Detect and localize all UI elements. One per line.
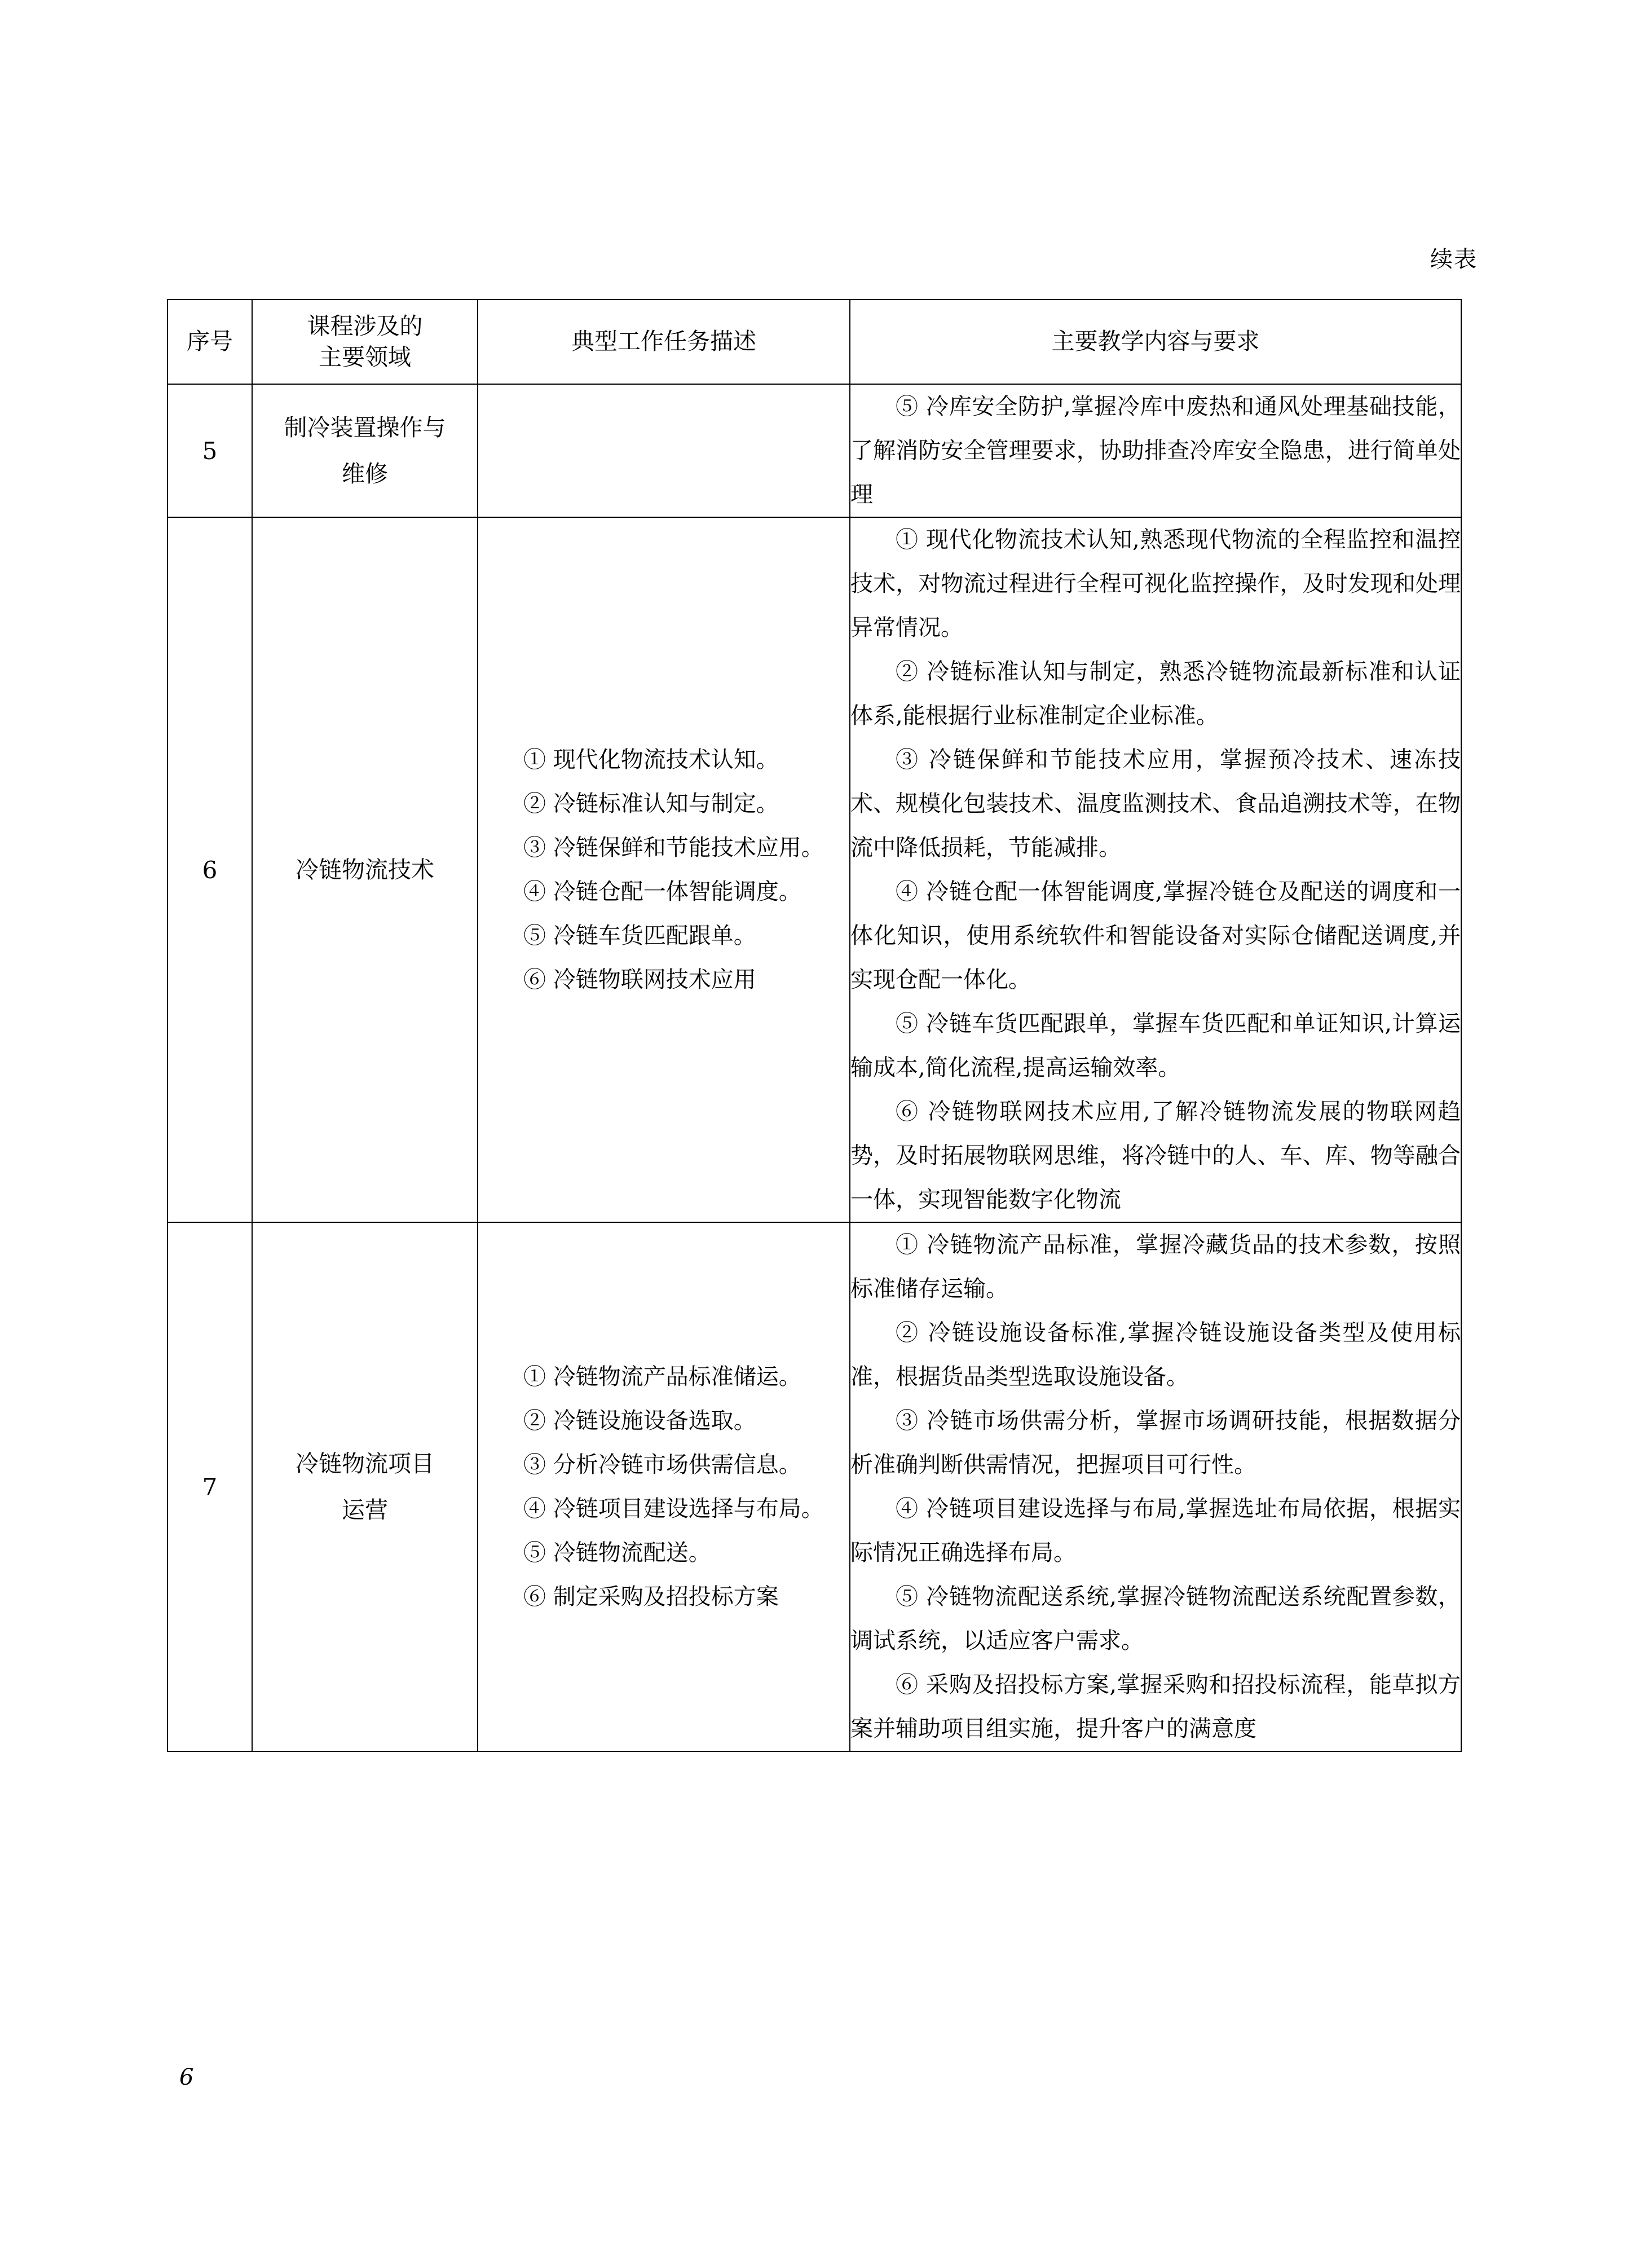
task-item: ③ 冷链保鲜和节能技术应用。 bbox=[523, 835, 824, 861]
table-row bbox=[167, 517, 1461, 1222]
curriculum-table-wrapper bbox=[167, 299, 1461, 1752]
header-cell-no: 序号 bbox=[167, 300, 252, 384]
teaching-item: ⑤ 冷链物流配送系统,掌握冷链物流配送系统配置参数，调试系统，以适应客户需求。 bbox=[850, 1584, 1461, 1654]
row-area-line1: 制冷装置操作与 bbox=[284, 414, 446, 441]
task-item: ⑤ 冷链物流配送。 bbox=[523, 1540, 711, 1566]
header-cell-task: 典型工作任务描述 bbox=[478, 300, 850, 384]
table-body bbox=[167, 384, 1461, 1751]
row-area-line2: 运营 bbox=[342, 1496, 388, 1523]
teaching-item: ⑥ 冷链物联网技术应用,了解冷链物流发展的物联网趋势，及时拓展物联网思维，将冷链中的人、车、库、物等融合一体，实现智能数字化物流 bbox=[850, 1099, 1461, 1213]
teaching-item: ④ 冷链项目建设选择与布局,掌握选址布局依据，根据实际情况正确选择布局。 bbox=[850, 1496, 1461, 1566]
row-tasks bbox=[478, 384, 850, 517]
teaching-item: ⑤ 冷链车货匹配跟单，掌握车货匹配和单证知识,计算运输成本,简化流程,提高运输效率。 bbox=[850, 1011, 1461, 1081]
table-row bbox=[167, 384, 1461, 517]
row-number: 7 bbox=[167, 1222, 252, 1751]
teaching-item: ⑥ 采购及招投标方案,掌握采购和招投标流程，能草拟方案并辅助项目组实施，提升客户的满意度 bbox=[850, 1672, 1461, 1742]
task-item: ⑤ 冷链车货匹配跟单。 bbox=[523, 923, 756, 949]
teaching-item: ③ 冷链市场供需分析，掌握市场调研技能，根据数据分析准确判断供需情况，把握项目可行性。 bbox=[850, 1408, 1461, 1478]
task-item: ② 冷链标准认知与制定。 bbox=[523, 791, 779, 817]
teaching-item: ② 冷链设施设备标准,掌握冷链设施设备类型及使用标准，根据货品类型选取设施设备。 bbox=[850, 1320, 1461, 1390]
task-item: ② 冷链设施设备选取。 bbox=[523, 1408, 756, 1434]
table-row bbox=[167, 1222, 1461, 1751]
row-number: 6 bbox=[167, 517, 252, 1222]
teaching-item: ⑤ 冷库安全防护,掌握冷库中废热和通风处理基础技能，了解消防安全管理要求，协助排查冷库安全隐患，进行简单处理 bbox=[850, 394, 1461, 508]
row-area-line1: 冷链物流技术 bbox=[296, 856, 434, 883]
row-teaching bbox=[850, 384, 1461, 517]
teaching-item: ② 冷链标准认知与制定，熟悉冷链物流最新标准和认证体系,能根据行业标准制定企业标准。 bbox=[850, 659, 1461, 729]
header-area-line2: 主要领域 bbox=[319, 343, 411, 371]
row-number: 5 bbox=[167, 384, 252, 517]
row-area bbox=[252, 1222, 478, 1751]
teaching-item: ① 冷链物流产品标准，掌握冷藏货品的技术参数，按照标准储存运输。 bbox=[850, 1232, 1461, 1302]
continuation-table-label: 续表 bbox=[1430, 246, 1478, 272]
table-header bbox=[167, 300, 1461, 384]
task-item: ⑥ 冷链物联网技术应用 bbox=[523, 967, 756, 993]
row-area-line2: 维修 bbox=[342, 460, 388, 487]
teaching-item: ③ 冷链保鲜和节能技术应用，掌握预冷技术、速冻技术、规模化包装技术、温度监测技术、食品追溯技术等，在物流中降低损耗，节能减排。 bbox=[850, 747, 1461, 861]
row-tasks bbox=[478, 517, 850, 1222]
task-item: ⑥ 制定采购及招投标方案 bbox=[523, 1584, 779, 1610]
row-area-line1: 冷链物流项目 bbox=[296, 1450, 434, 1477]
teaching-item: ④ 冷链仓配一体智能调度,掌握冷链仓及配送的调度和一体化知识，使用系统软件和智能设备对实际仓储配送调度,并实现仓配一体化。 bbox=[850, 879, 1461, 993]
header-cell-teaching: 主要教学内容与要求 bbox=[850, 300, 1461, 384]
row-area bbox=[252, 517, 478, 1222]
task-item: ① 现代化物流技术认知。 bbox=[523, 747, 779, 773]
row-teaching bbox=[850, 1222, 1461, 1751]
teaching-item: ① 现代化物流技术认知,熟悉现代物流的全程监控和温控技术，对物流过程进行全程可视化监控操作，及时发现和处理异常情况。 bbox=[850, 527, 1461, 641]
header-area-line1: 课程涉及的 bbox=[307, 312, 423, 340]
curriculum-table bbox=[167, 299, 1462, 1752]
task-item: ① 冷链物流产品标准储运。 bbox=[523, 1364, 801, 1390]
task-item: ③ 分析冷链市场供需信息。 bbox=[523, 1452, 801, 1478]
row-tasks bbox=[478, 1222, 850, 1751]
task-item: ④ 冷链项目建设选择与布局。 bbox=[523, 1496, 824, 1522]
table-header-row bbox=[167, 300, 1461, 384]
page-number: 6 bbox=[179, 2064, 194, 2090]
task-item: ④ 冷链仓配一体智能调度。 bbox=[523, 879, 801, 905]
row-teaching bbox=[850, 517, 1461, 1222]
row-area bbox=[252, 384, 478, 517]
header-cell-area bbox=[252, 300, 478, 384]
